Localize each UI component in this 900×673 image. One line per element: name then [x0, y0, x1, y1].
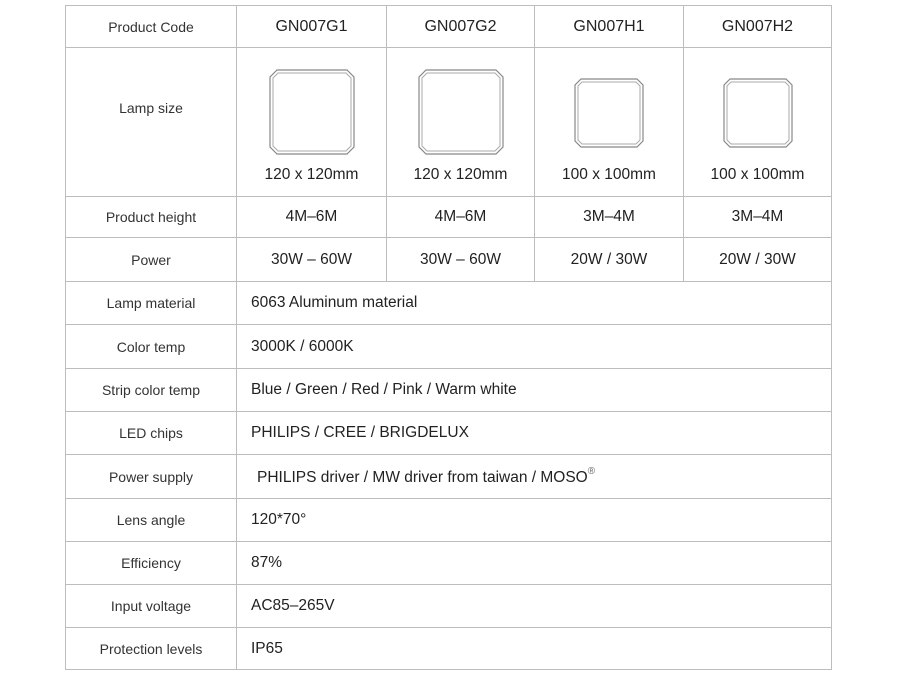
square-lamp-icon	[269, 69, 355, 155]
spec-value-cell	[237, 455, 832, 499]
row-spec	[66, 412, 832, 455]
height-value: 3M–4M	[684, 197, 832, 238]
row-power	[66, 238, 832, 282]
spec-value: 3000K / 6000K	[237, 325, 832, 369]
row-spec	[66, 499, 832, 542]
label-power: Power	[66, 238, 237, 282]
row-spec	[66, 369, 832, 412]
spec-value: PHILIPS / CREE / BRIGDELUX	[237, 412, 832, 455]
square-lamp-icon	[574, 78, 644, 148]
label-product-height: Product height	[66, 197, 237, 238]
spec-value: 6063 Aluminum material	[237, 282, 832, 325]
power-value: 30W – 60W	[237, 238, 387, 282]
product-code: GN007G2	[387, 6, 535, 48]
spec-label: Lamp material	[66, 282, 237, 325]
spec-label: Protection levels	[66, 628, 237, 670]
product-code: GN007G1	[237, 6, 387, 48]
spec-table	[65, 5, 832, 670]
row-spec	[66, 455, 832, 499]
spec-value: AC85–265V	[237, 585, 832, 628]
row-spec	[66, 542, 832, 585]
registered-mark: ®	[587, 466, 596, 477]
spec-value: 87%	[237, 542, 832, 585]
lamp-size-value: 100 x 100mm	[562, 166, 656, 183]
spec-label: Input voltage	[66, 585, 237, 628]
row-spec	[66, 282, 832, 325]
spec-value: IP65	[237, 628, 832, 670]
spec-label: Efficiency	[66, 542, 237, 585]
power-value: 20W / 30W	[535, 238, 684, 282]
row-spec	[66, 585, 832, 628]
height-value: 4M–6M	[237, 197, 387, 238]
row-lamp-size	[66, 48, 832, 197]
spec-label: Power supply	[66, 455, 237, 499]
height-value: 4M–6M	[387, 197, 535, 238]
lamp-size-value: 100 x 100mm	[710, 166, 805, 183]
square-lamp-icon	[723, 78, 793, 148]
lamp-size-value: 120 x 120mm	[413, 166, 508, 183]
row-spec	[66, 325, 832, 369]
spec-value: 120*70°	[237, 499, 832, 542]
product-code: GN007H2	[684, 6, 832, 48]
spec-value: PHILIPS driver / MW driver from taiwan / MOSO	[257, 469, 588, 486]
height-value: 3M–4M	[535, 197, 684, 238]
row-product-code	[66, 6, 832, 48]
product-code: GN007H1	[535, 6, 684, 48]
lamp-size-value: 120 x 120mm	[264, 166, 359, 183]
spec-label: Color temp	[66, 325, 237, 369]
label-lamp-size: Lamp size	[66, 48, 237, 197]
power-value: 20W / 30W	[684, 238, 832, 282]
row-spec	[66, 628, 832, 670]
row-product-height	[66, 197, 832, 238]
power-value: 30W – 60W	[387, 238, 535, 282]
square-lamp-icon	[418, 69, 504, 155]
spec-label: LED chips	[66, 412, 237, 455]
spec-value: Blue / Green / Red / Pink / Warm white	[237, 369, 832, 412]
spec-label: Strip color temp	[66, 369, 237, 412]
spec-label: Lens angle	[66, 499, 237, 542]
label-product-code: Product Code	[66, 6, 237, 48]
